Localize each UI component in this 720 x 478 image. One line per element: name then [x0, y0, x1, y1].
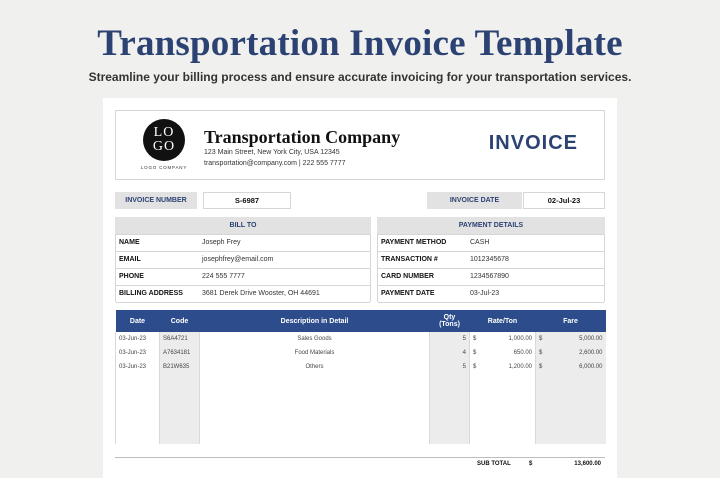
cell-rate[interactable] [470, 346, 536, 360]
bill-to-label: PHONE [119, 273, 144, 280]
cell-fare[interactable] [536, 332, 606, 346]
invoice-sheet [103, 98, 617, 478]
payment-value[interactable]: 1234567890 [470, 273, 509, 280]
page-title: Transportation Invoice Template [97, 23, 623, 64]
rate-amount: 1,200.00 [508, 364, 532, 370]
payment-label: PAYMENT METHOD [381, 239, 447, 246]
cell-date[interactable]: 03-Jun-23 [116, 346, 160, 360]
fare-amount: 2,600.00 [579, 350, 603, 356]
table-row [116, 332, 606, 346]
logo-caption: LOGO COMPANY [140, 165, 188, 170]
cell-qty[interactable]: 5 [430, 360, 470, 374]
payment-details-section [377, 234, 605, 302]
bill-to-value[interactable]: 224 555 7777 [202, 273, 245, 280]
payment-value[interactable]: 03-Jul-23 [470, 290, 500, 297]
cell-code[interactable] [160, 374, 200, 444]
invoice-date-field[interactable]: 02-Jul-23 [523, 192, 605, 209]
currency-symbol: $ [539, 336, 543, 342]
page-subtitle: Streamline your billing process and ensure accurate invoicing for your transportation services. [88, 70, 632, 84]
company-address: 123 Main Street, New York City, USA 12345 [204, 149, 340, 156]
cell-date[interactable]: 03-Jun-23 [116, 332, 160, 346]
payment-row [378, 286, 604, 303]
payment-row [378, 235, 604, 252]
subtotal-row [115, 457, 605, 472]
bill-to-label: BILLING ADDRESS [119, 290, 183, 297]
payment-value[interactable]: CASH [470, 239, 490, 246]
payment-row [378, 252, 604, 269]
fare-amount: 6,000.00 [579, 364, 603, 370]
logo-text-line2: GO [152, 139, 176, 154]
payment-row [378, 269, 604, 286]
items-header-row [116, 310, 606, 332]
logo-text-line1: LO [153, 125, 175, 140]
payment-label: TRANSACTION # [381, 256, 438, 263]
column-header-date: Date [116, 310, 160, 332]
invoice-date-label: INVOICE DATE [427, 192, 522, 209]
cell-description[interactable]: Food Materials [200, 346, 430, 360]
cell-date[interactable]: 03-Jun-23 [116, 360, 160, 374]
invoice-number-field[interactable]: S-6987 [203, 192, 291, 209]
cell-code[interactable]: B21W635 [160, 360, 200, 374]
bill-to-row [116, 252, 370, 269]
qty-header-line2: (Tons) [439, 321, 460, 328]
invoice-document [115, 110, 605, 470]
cell-rate[interactable] [470, 360, 536, 374]
table-row [116, 346, 606, 360]
subtotal-currency: $ [529, 461, 533, 467]
company-name: Transportation Company [204, 127, 401, 147]
currency-symbol: $ [473, 350, 477, 356]
currency-symbol: $ [539, 364, 543, 370]
subtotal-label: SUB TOTAL [477, 461, 511, 467]
subtotal-value: 13,600.00 [574, 461, 601, 467]
invoice-number-label: INVOICE NUMBER [115, 192, 197, 209]
items-table [115, 310, 606, 444]
currency-symbol: $ [473, 336, 477, 342]
bill-to-row [116, 269, 370, 286]
column-header-qty [430, 310, 470, 332]
invoice-header [115, 110, 605, 180]
column-header-description: Description in Detail [200, 310, 430, 332]
currency-symbol: $ [539, 350, 543, 356]
cell-code[interactable]: S6A4721 [160, 332, 200, 346]
cell-rate[interactable] [470, 374, 536, 444]
bill-to-title: BILL TO [115, 217, 371, 234]
qty-header-line1: Qty [443, 314, 456, 321]
invoice-heading: INVOICE [488, 132, 578, 154]
empty-row [116, 374, 606, 444]
logo [143, 119, 185, 161]
bill-to-label: NAME [119, 239, 140, 246]
payment-label: CARD NUMBER [381, 273, 434, 280]
cell-fare[interactable] [536, 360, 606, 374]
cell-description[interactable] [200, 374, 430, 444]
bill-to-row [116, 286, 370, 303]
cell-code[interactable]: A7634181 [160, 346, 200, 360]
payment-label: PAYMENT DATE [381, 290, 435, 297]
cell-qty[interactable]: 4 [430, 346, 470, 360]
table-row [116, 360, 606, 374]
cell-description[interactable]: Others [200, 360, 430, 374]
column-header-fare: Fare [536, 310, 606, 332]
rate-amount: 1,000.00 [508, 336, 532, 342]
bill-to-row [116, 235, 370, 252]
bill-to-value[interactable]: 3681 Derek Drive Wooster, OH 44691 [202, 290, 320, 297]
cell-fare[interactable] [536, 374, 606, 444]
column-header-code: Code [160, 310, 200, 332]
cell-rate[interactable] [470, 332, 536, 346]
bill-to-section [115, 234, 371, 302]
cell-fare[interactable] [536, 346, 606, 360]
cell-date[interactable] [116, 374, 160, 444]
cell-qty[interactable]: 5 [430, 332, 470, 346]
column-header-rate: Rate/Ton [470, 310, 536, 332]
bill-to-label: EMAIL [119, 256, 141, 263]
cell-description[interactable]: Sales Goods [200, 332, 430, 346]
company-contact: transportation@company.com | 222 555 7777 [204, 160, 346, 167]
cell-qty[interactable] [430, 374, 470, 444]
bill-to-value[interactable]: josephfrey@email.com [202, 256, 274, 263]
currency-symbol: $ [473, 364, 477, 370]
payment-details-title: PAYMENT DETAILS [377, 217, 605, 234]
payment-value[interactable]: 1012345678 [470, 256, 509, 263]
bill-to-value[interactable]: Joseph Frey [202, 239, 241, 246]
fare-amount: 5,000.00 [579, 336, 603, 342]
rate-amount: 650.00 [513, 350, 532, 356]
